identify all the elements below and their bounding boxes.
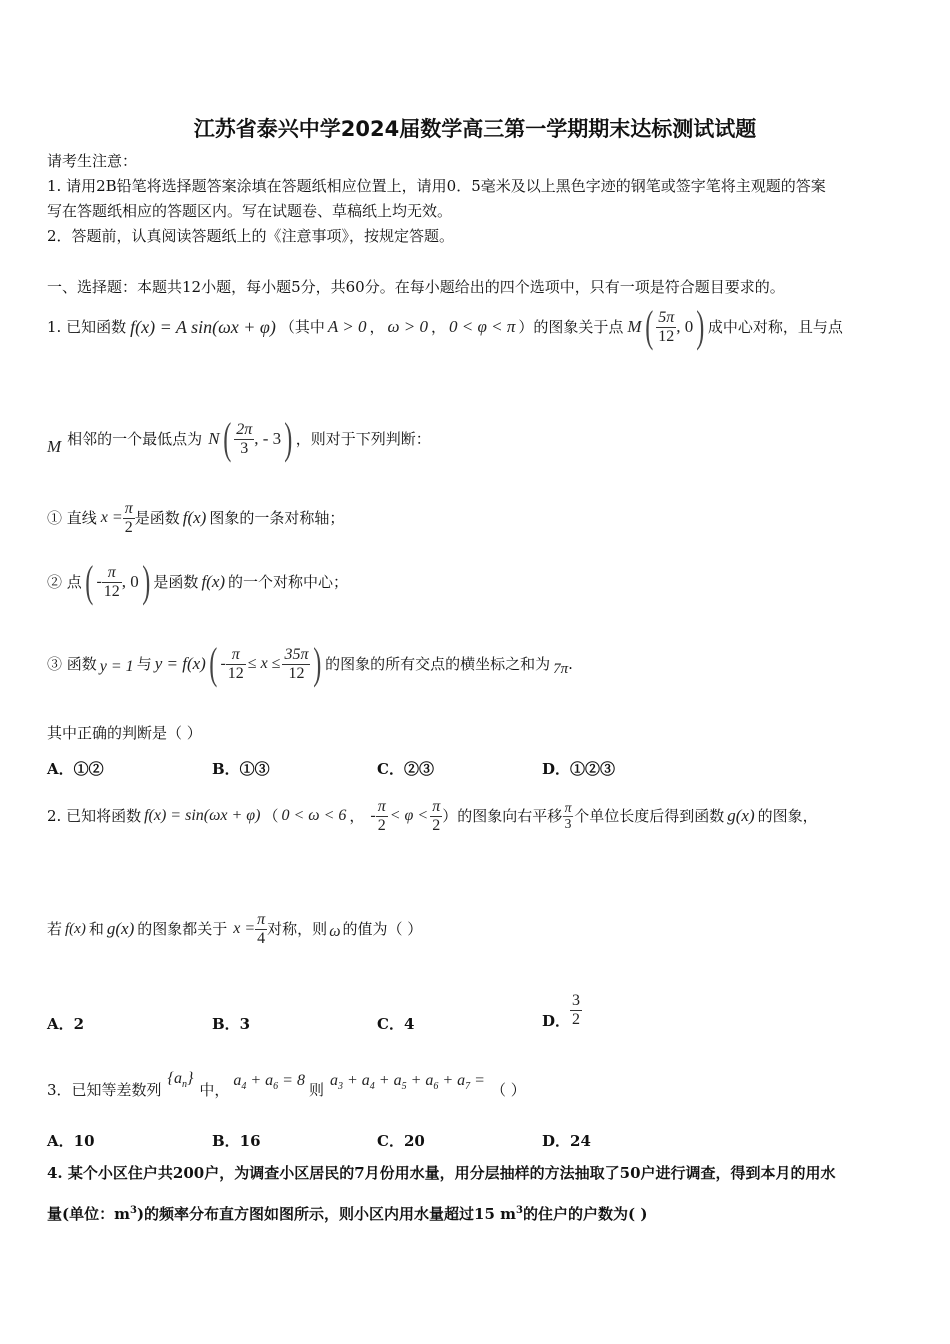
q1-fraction-pi-12: $\frac{\pi}{12}$ (103, 563, 120, 600)
q3-stem-d: （ ） (490, 1081, 526, 1099)
q1-fraction-lower: $\frac{\pi}{12}$ (227, 645, 244, 682)
q2-comma: ， (349, 807, 365, 825)
q1-item2-minus: - (96, 573, 102, 590)
q4-line-2c: 的住户的户数为( ) (523, 1205, 648, 1223)
q1-condition-a: A > 0 (327, 317, 367, 336)
q2-option-a[interactable]: A．2 (47, 1015, 85, 1033)
q1-item2-y: , 0 (121, 572, 139, 591)
q2-stem-c: 的图象向右平移 (457, 807, 563, 825)
q1-item3-y-eq-1: y = 1 (99, 658, 134, 675)
q2-option-c[interactable]: C．4 (377, 1015, 415, 1033)
notice-line-3: 2．答题前，认真阅读答题纸上的《注意事项》，按规定答题。 (47, 227, 455, 245)
q1-left-paren: ( (644, 302, 653, 351)
q3-sum-expression: $a_3 + a_4 + a_5 + a_6 + a_7$ = (329, 1071, 485, 1093)
q2-option-d-label: D． (542, 1011, 571, 1030)
q1-right-paren: ) (696, 302, 705, 351)
q1-item3-d: . (568, 655, 573, 673)
section-heading: 一、选择题：本题共12小题，每小题5分，共60分。在每小题给出的四个选项中，只有一项是符合题目要求的。 (47, 278, 785, 296)
q2-stem-e: 的图象， (757, 807, 818, 825)
q2-omega: ω (329, 923, 341, 940)
q1-close-paren: ） (518, 318, 534, 336)
q1-item1-x: x = (100, 509, 123, 526)
q2-option-b[interactable]: B．3 (212, 1015, 251, 1033)
q2-stem-i: 对称，则 (267, 920, 328, 938)
q2-stem-h: 的图象都关于 (137, 920, 228, 938)
q3-stem-b: 中， (199, 1081, 230, 1099)
q2-stem-b: （ (263, 807, 279, 825)
q1-comma-2: ， (430, 318, 446, 336)
q2-stem-j: 的值为（ ） (342, 920, 423, 938)
question-2-stem (47, 794, 818, 838)
q1-item3-left-paren: ( (209, 639, 218, 688)
q1-judgement-3 (47, 639, 573, 689)
q1-stem-f: ，则对于下列判断： (295, 430, 431, 448)
q1-item3-c: 的图象的所有交点的横坐标之和为 (325, 655, 551, 673)
question-1-stem-cont (47, 415, 431, 463)
q1-item3-minus: - (220, 655, 226, 672)
q3-option-a[interactable]: A．10 (47, 1132, 95, 1150)
q1-question: 其中正确的判断是（ ） (47, 724, 202, 742)
q2-fraction-pi-2-left: $\frac{\pi}{2}$ (377, 797, 386, 834)
q4-line-2: 量(单位：$m^3$)的频率分布直方图如图所示，则小区内用水量超过15 $m^3$的住户的户数为( ) (47, 1205, 648, 1223)
q1-item2-left-paren: ( (85, 557, 94, 606)
q3-stem-c: 则 (308, 1081, 324, 1099)
question-1-stem (47, 302, 843, 351)
q4-line-2b: )的频率分布直方图如图所示，则小区内用水量超过15 m (136, 1205, 517, 1223)
q1-n-left-paren: ( (222, 414, 231, 463)
q2-close-paren: ） (442, 807, 458, 825)
q1-option-c[interactable]: C．②③ (377, 760, 434, 778)
q4-line-2a: 量(单位：m (47, 1205, 130, 1223)
q3-option-c[interactable]: C．20 (377, 1132, 425, 1150)
q1-point-n-y: , - 3 (254, 429, 282, 448)
q1-fraction-5pi-12: $\frac{5\pi}{12}$ (658, 308, 675, 345)
q2-fraction-pi-2-right: $\frac{\pi}{2}$ (432, 797, 441, 834)
q1-comma: ， (369, 318, 385, 336)
q1-function-formula: f(x) = A sin(ωx + φ) (130, 317, 276, 337)
page-title: 江苏省泰兴中学2024届数学高三第一学期期末达标测试试题 (193, 117, 757, 141)
q1-option-a[interactable]: A．①② (47, 760, 104, 778)
q2-stem-g: 和 (88, 920, 104, 938)
q3-condition: $a_4 + a_6 = 8$ (233, 1071, 305, 1093)
q2-fx-2: f(x) (65, 921, 86, 937)
q2-fraction-pi-3: $\frac{\pi}{3}$ (564, 800, 572, 831)
q2-minus: - (370, 807, 376, 824)
q2-function-formula: f(x) = sin(ωx + φ) (144, 807, 261, 824)
q1-item2-b: 是函数 (153, 573, 199, 591)
q2-stem-d: 个单位长度后得到函数 (574, 807, 725, 825)
q1-n-right-paren: ) (284, 414, 293, 463)
notice-line-1: 1. 请用2B铅笔将选择题答案涂填在答题纸相应位置上，请用0．5毫米及以上黑色字迹的钢笔或签字笔将主观题的答案 (47, 177, 826, 195)
q1-condition-omega: ω > 0 (387, 317, 428, 336)
q2-x-eq: x = (233, 920, 256, 937)
q1-point-n: N (208, 429, 220, 448)
q1-item2-right-paren: ) (142, 557, 151, 606)
q3-sequence: $\{a_n\}$ (167, 1069, 194, 1091)
q1-condition-phi: 0 < φ < π (448, 317, 516, 336)
q1-fraction-2pi-3: $\frac{2\pi}{3}$ (236, 420, 253, 457)
q2-gx-2: g(x) (106, 919, 135, 938)
q1-item2-a: ② 点 (47, 573, 82, 591)
q2-stem-f: 若 (47, 920, 63, 938)
q1-stem-a: 1. 已知函数 (47, 318, 127, 336)
q1-item1-fx: f(x) (182, 508, 207, 527)
q1-item1-c: 图象的一条对称轴； (209, 509, 345, 527)
q1-item3-ineq: ≤ x ≤ (247, 655, 281, 672)
q1-item1-a: ① 直线 (47, 509, 97, 527)
q1-fraction-pi-2: $\frac{\pi}{2}$ (124, 499, 133, 536)
q1-item3-right-paren: ) (313, 639, 322, 688)
q2-fraction-3-2: $\frac{3}{2}$ (572, 991, 581, 1028)
q4-line-1: 4. 某个小区住户共200户，为调查小区居民的7月份用水量，用分层抽样的方法抽取了50户进行调查，得到本月的用水 (47, 1164, 836, 1182)
q2-stem-a: 2. 已知将函数 (47, 807, 142, 825)
q3-option-d[interactable]: D．24 (542, 1132, 591, 1150)
q2-fraction-pi-4: $\frac{\pi}{4}$ (257, 910, 266, 947)
q1-judgement-1 (47, 498, 344, 538)
q1-point-m-2: M (47, 437, 62, 456)
q1-item2-fx: f(x) (201, 572, 226, 591)
q1-fraction-upper: $\frac{35\pi}{12}$ (284, 645, 309, 682)
q1-stem-c: 的图象关于点 (533, 318, 624, 336)
q2-option-d[interactable] (542, 984, 582, 1036)
q1-judgement-2 (47, 558, 348, 606)
q1-item3-b: 与 (136, 655, 152, 673)
question-2-stem-cont (47, 907, 422, 951)
q1-option-b[interactable]: B．①③ (212, 760, 270, 778)
notice-line-2: 写在答题纸相应的答题区内。写在试题卷、草稿纸上均无效。 (47, 202, 453, 220)
q1-item2-c: 的一个对称中心； (228, 573, 349, 591)
q2-gx: g(x) (727, 806, 755, 825)
q1-item1-b: 是函数 (134, 509, 180, 527)
q2-condition-omega: 0 < ω < 6 (281, 807, 347, 824)
q1-item3-a: ③ 函数 (47, 655, 97, 673)
q3-option-b[interactable]: B．16 (212, 1132, 261, 1150)
q1-item3-sum: 7π (553, 661, 569, 677)
q1-item3-y-fx: y = f(x) (154, 654, 206, 673)
q1-stem-e: 相邻的一个最低点为 (67, 430, 203, 448)
q1-point-m-y: , 0 (676, 317, 694, 336)
q2-condition-phi: < φ < (389, 807, 429, 824)
q1-stem-b: （其中 (279, 318, 325, 336)
notice-heading: 请考生注意： (47, 152, 138, 170)
question-3-stem (47, 1068, 526, 1112)
q3-stem-a: 3．已知等差数列 (47, 1081, 162, 1099)
q1-stem-d: 成中心对称，且与点 (707, 318, 843, 336)
q1-option-d[interactable]: D．①②③ (542, 760, 616, 778)
q1-point-m: M (627, 317, 642, 336)
